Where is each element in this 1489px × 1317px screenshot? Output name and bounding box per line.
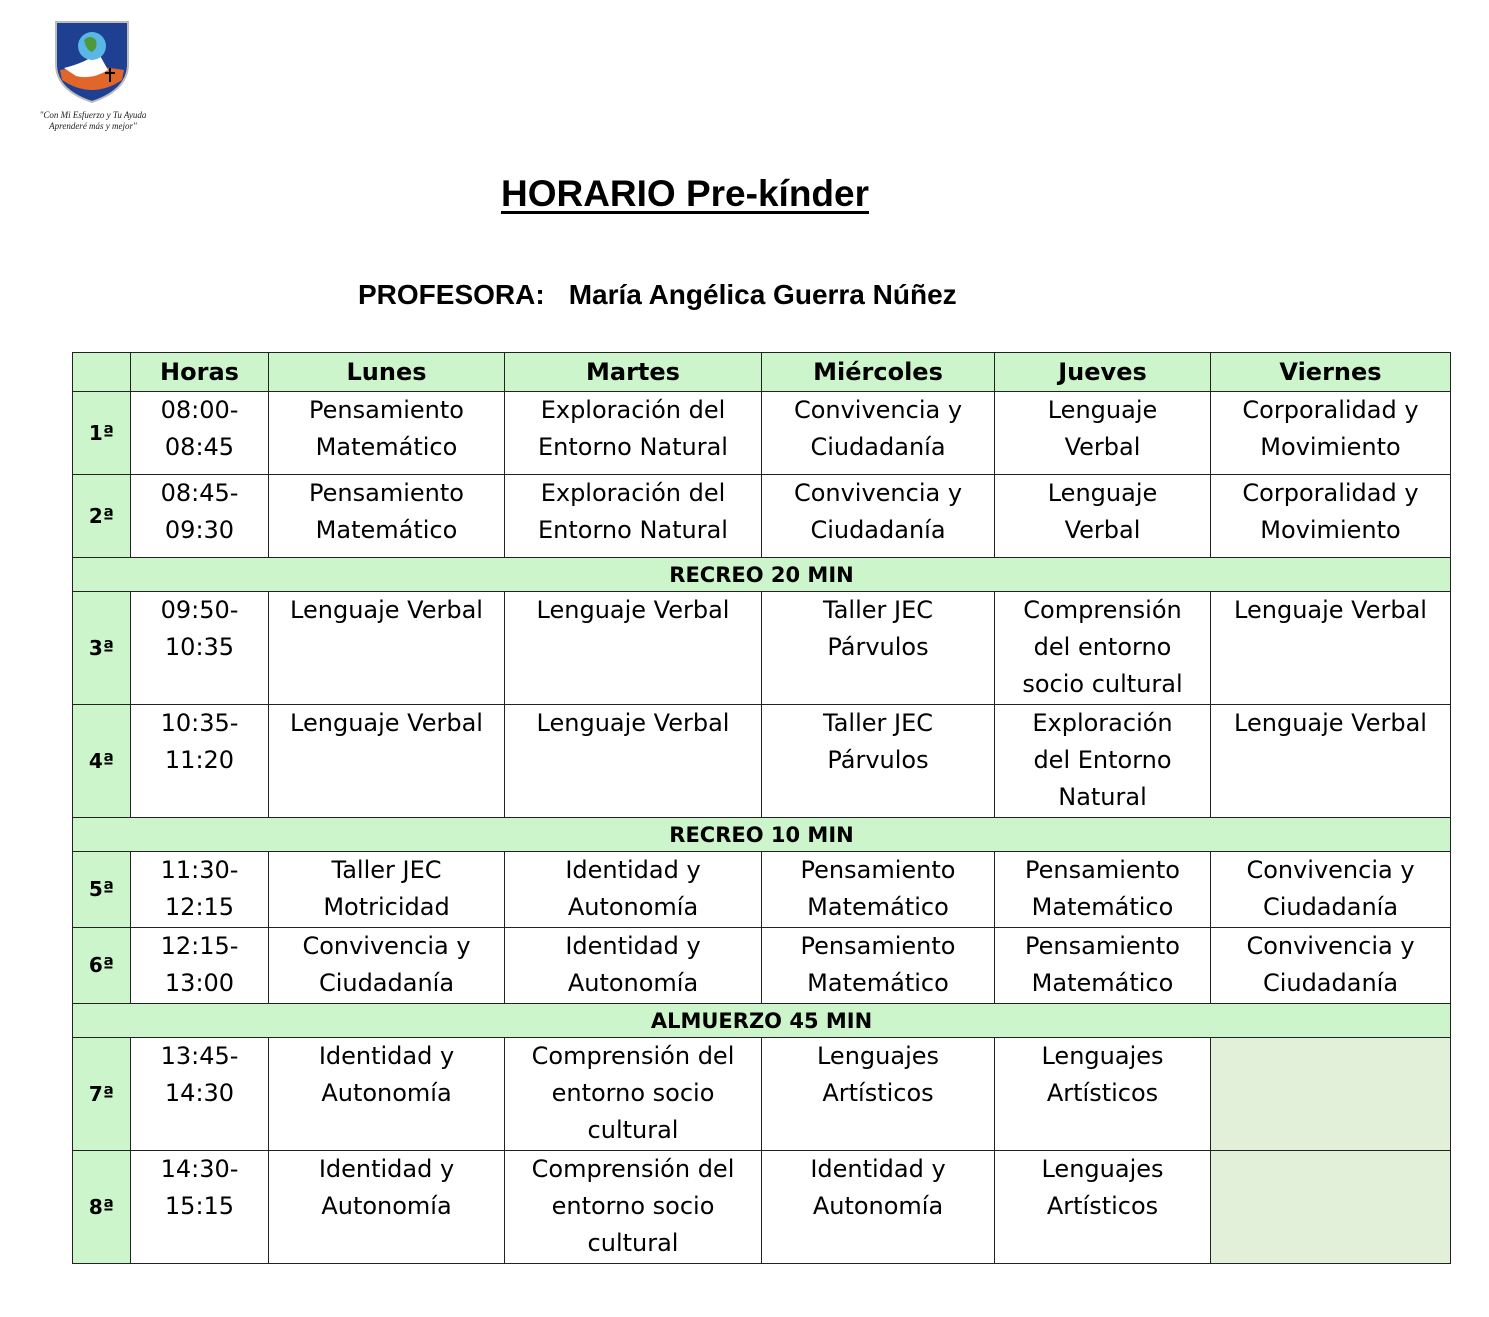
- cell-line: Lenguaje: [1047, 479, 1158, 507]
- subject-cell: [505, 475, 762, 558]
- page-title: HORARIO Pre-kínder: [500, 173, 869, 214]
- cell-line: 12:15: [164, 893, 235, 921]
- cell-line: Natural: [1058, 783, 1147, 811]
- cell-line: Convivencia y: [793, 396, 963, 424]
- subject-cell: [269, 928, 505, 1004]
- period-number: 3ª: [73, 592, 131, 705]
- cell-line: Pensamiento: [800, 856, 956, 884]
- period-row: [73, 1038, 1451, 1151]
- break-row: [73, 818, 1451, 852]
- cell-line: Taller JEC: [331, 856, 442, 884]
- column-header: Viernes: [1211, 353, 1451, 392]
- cell-line: entorno socio: [551, 1079, 715, 1107]
- cell-line: Artísticos: [1046, 1079, 1159, 1107]
- cell-line: 13:45-: [160, 1042, 239, 1070]
- schedule-table: [72, 352, 1451, 1264]
- cell-line: 10:35-: [160, 709, 239, 737]
- cell-line: Pensamiento: [309, 396, 464, 424]
- subject-cell: [762, 928, 995, 1004]
- cell-line: Lenguajes: [1041, 1155, 1164, 1183]
- cell-line: socio cultural: [1022, 670, 1183, 698]
- cell-line: 11:20: [164, 746, 235, 774]
- period-time: [131, 1038, 269, 1151]
- cell-line: Matemático: [807, 893, 949, 921]
- cell-line: Lenguaje Verbal: [1234, 709, 1427, 737]
- cell-line: Exploración del: [540, 479, 726, 507]
- cell-line: Exploración: [1032, 709, 1173, 737]
- period-time: [131, 852, 269, 928]
- cell-line: 09:30: [164, 516, 235, 544]
- header-row: [73, 353, 1451, 392]
- cell-line: 09:50-: [160, 596, 239, 624]
- cell-line: Identidad y: [318, 1042, 455, 1070]
- cell-line: Matemático: [315, 433, 458, 461]
- logo-motto: [28, 110, 158, 132]
- cell-line: Identidad y: [810, 1155, 946, 1183]
- subject-cell: [1211, 592, 1451, 705]
- subject-cell: [269, 392, 505, 475]
- subject-cell: [762, 392, 995, 475]
- subject-cell: [505, 928, 762, 1004]
- subject-cell: [995, 928, 1211, 1004]
- cell-line: 13:00: [164, 969, 235, 997]
- cell-line: Ciudadanía: [810, 433, 946, 461]
- subject-cell: [995, 705, 1211, 818]
- period-time: [131, 928, 269, 1004]
- subject-cell: [505, 852, 762, 928]
- period-time: [131, 1151, 269, 1264]
- cell-line: Pensamiento: [1025, 856, 1180, 884]
- school-emblem-icon: [52, 18, 132, 104]
- column-header: Martes: [505, 353, 762, 392]
- subject-cell: [995, 852, 1211, 928]
- subject-cell: [505, 592, 762, 705]
- cell-line: 14:30-: [160, 1155, 239, 1183]
- subject-cell: [995, 1038, 1211, 1151]
- cell-line: Lenguaje: [1047, 396, 1158, 424]
- school-logo: [28, 18, 158, 140]
- subject-cell: [995, 1151, 1211, 1264]
- cell-line: Autonomía: [567, 969, 699, 997]
- empty-cell: [1211, 1038, 1451, 1151]
- column-header: Lunes: [269, 353, 505, 392]
- subject-cell: [762, 1038, 995, 1151]
- cell-line: Lenguajes: [1041, 1042, 1164, 1070]
- subject-cell: [269, 1151, 505, 1264]
- cell-line: Matemático: [315, 516, 458, 544]
- cell-line: 15:15: [164, 1192, 235, 1220]
- subject-cell: [505, 392, 762, 475]
- subject-cell: [762, 852, 995, 928]
- cell-line: Autonomía: [567, 893, 699, 921]
- cell-line: Lenguaje Verbal: [290, 709, 483, 737]
- cell-line: Entorno Natural: [538, 516, 728, 544]
- cell-line: del entorno: [1033, 633, 1172, 661]
- cell-line: Lenguaje Verbal: [290, 596, 483, 624]
- column-header: Horas: [131, 353, 269, 392]
- cell-line: Matemático: [1031, 893, 1174, 921]
- subject-cell: [269, 475, 505, 558]
- cell-line: Convivencia y: [1246, 932, 1415, 960]
- subject-cell: [269, 1038, 505, 1151]
- break-row: [73, 558, 1451, 592]
- cell-line: Motricidad: [323, 893, 450, 921]
- break-label: RECREO 20 MIN: [73, 558, 1451, 592]
- cell-line: Artísticos: [1046, 1192, 1159, 1220]
- period-number: 7ª: [73, 1038, 131, 1151]
- cell-line: Verbal: [1064, 516, 1141, 544]
- column-header: Jueves: [995, 353, 1211, 392]
- column-header: Miércoles: [762, 353, 995, 392]
- period-row: [73, 705, 1451, 818]
- cell-line: Lenguajes: [816, 1042, 939, 1070]
- subject-cell: [762, 1151, 995, 1264]
- subject-cell: [1211, 475, 1451, 558]
- cell-line: Pensamiento: [309, 479, 464, 507]
- cell-line: 10:35: [164, 633, 235, 661]
- break-label: RECREO 10 MIN: [73, 818, 1451, 852]
- period-row: [73, 475, 1451, 558]
- cell-line: entorno socio: [551, 1192, 715, 1220]
- cell-line: Movimiento: [1260, 433, 1401, 461]
- cell-line: cultural: [587, 1116, 679, 1144]
- subject-cell: [995, 592, 1211, 705]
- period-row: [73, 1151, 1451, 1264]
- subject-cell: [269, 852, 505, 928]
- cell-line: Verbal: [1064, 433, 1141, 461]
- subject-cell: [995, 475, 1211, 558]
- teacher-label: PROFESORA:: [358, 279, 545, 310]
- period-row: [73, 852, 1451, 928]
- break-row: [73, 1004, 1451, 1038]
- cell-line: Corporalidad y: [1242, 479, 1419, 507]
- cell-line: Lenguaje Verbal: [536, 709, 730, 737]
- cell-line: Convivencia y: [793, 479, 963, 507]
- cell-line: Lenguaje Verbal: [1234, 596, 1427, 624]
- cell-line: Párvulos: [827, 746, 929, 774]
- period-number: 2ª: [73, 475, 131, 558]
- cell-line: Párvulos: [827, 633, 929, 661]
- subject-cell: [762, 475, 995, 558]
- cell-line: Comprensión del: [531, 1155, 735, 1183]
- teacher-name: María Angélica Guerra Núñez: [568, 279, 957, 310]
- cell-line: Identidad y: [565, 932, 701, 960]
- subject-cell: [762, 592, 995, 705]
- column-header: [73, 353, 131, 392]
- cell-line: Ciudadanía: [810, 516, 946, 544]
- cell-line: Matemático: [1031, 969, 1174, 997]
- cell-line: Ciudadanía: [1262, 893, 1399, 921]
- motto-line-1: "Con Mi Esfuerzo y Tu Ayuda: [39, 110, 147, 120]
- cell-line: 08:45: [164, 433, 235, 461]
- cell-line: del Entorno: [1033, 746, 1172, 774]
- cell-line: Matemático: [807, 969, 949, 997]
- cell-line: 08:45-: [160, 479, 239, 507]
- cell-line: Autonomía: [321, 1079, 452, 1107]
- cell-line: 12:15-: [160, 932, 239, 960]
- cell-line: Taller JEC: [823, 596, 933, 624]
- cell-line: 11:30-: [160, 856, 239, 884]
- cell-line: Movimiento: [1260, 516, 1401, 544]
- period-time: [131, 705, 269, 818]
- cell-line: Lenguaje Verbal: [536, 596, 730, 624]
- cell-line: Identidad y: [565, 856, 701, 884]
- cell-line: Corporalidad y: [1242, 396, 1419, 424]
- period-row: [73, 392, 1451, 475]
- period-number: 5ª: [73, 852, 131, 928]
- cell-line: Convivencia y: [1246, 856, 1415, 884]
- break-label: ALMUERZO 45 MIN: [73, 1004, 1451, 1038]
- cell-line: 08:00-: [160, 396, 239, 424]
- cell-line: Pensamiento: [1025, 932, 1180, 960]
- subject-cell: [1211, 928, 1451, 1004]
- period-number: 8ª: [73, 1151, 131, 1264]
- cell-line: Autonomía: [321, 1192, 452, 1220]
- empty-cell: [1211, 1151, 1451, 1264]
- cell-line: Comprensión del: [531, 1042, 735, 1070]
- subject-cell: [995, 392, 1211, 475]
- period-number: 4ª: [73, 705, 131, 818]
- cell-line: Artísticos: [822, 1079, 934, 1107]
- subject-cell: [269, 592, 505, 705]
- cell-line: Ciudadanía: [1262, 969, 1399, 997]
- period-row: [73, 592, 1451, 705]
- cell-line: 14:30: [164, 1079, 235, 1107]
- subject-cell: [505, 1151, 762, 1264]
- subject-cell: [1211, 392, 1451, 475]
- cell-line: Identidad y: [318, 1155, 455, 1183]
- cell-line: Entorno Natural: [538, 433, 728, 461]
- cell-line: Exploración del: [540, 396, 726, 424]
- teacher-line: [358, 279, 957, 311]
- schedule-body: [73, 392, 1451, 1264]
- subject-cell: [762, 705, 995, 818]
- subject-cell: [505, 705, 762, 818]
- cell-line: Comprensión: [1023, 596, 1182, 624]
- cell-line: cultural: [587, 1229, 679, 1257]
- cell-line: Convivencia y: [302, 932, 471, 960]
- period-time: [131, 392, 269, 475]
- period-row: [73, 928, 1451, 1004]
- subject-cell: [1211, 852, 1451, 928]
- period-number: 1ª: [73, 392, 131, 475]
- cell-line: Taller JEC: [823, 709, 933, 737]
- period-number: 6ª: [73, 928, 131, 1004]
- subject-cell: [1211, 705, 1451, 818]
- subject-cell: [269, 705, 505, 818]
- cell-line: Pensamiento: [800, 932, 956, 960]
- cell-line: Autonomía: [812, 1192, 944, 1220]
- period-time: [131, 475, 269, 558]
- period-time: [131, 592, 269, 705]
- motto-line-2: Aprenderé más y mejor": [49, 121, 137, 131]
- cell-line: Ciudadanía: [318, 969, 455, 997]
- subject-cell: [505, 1038, 762, 1151]
